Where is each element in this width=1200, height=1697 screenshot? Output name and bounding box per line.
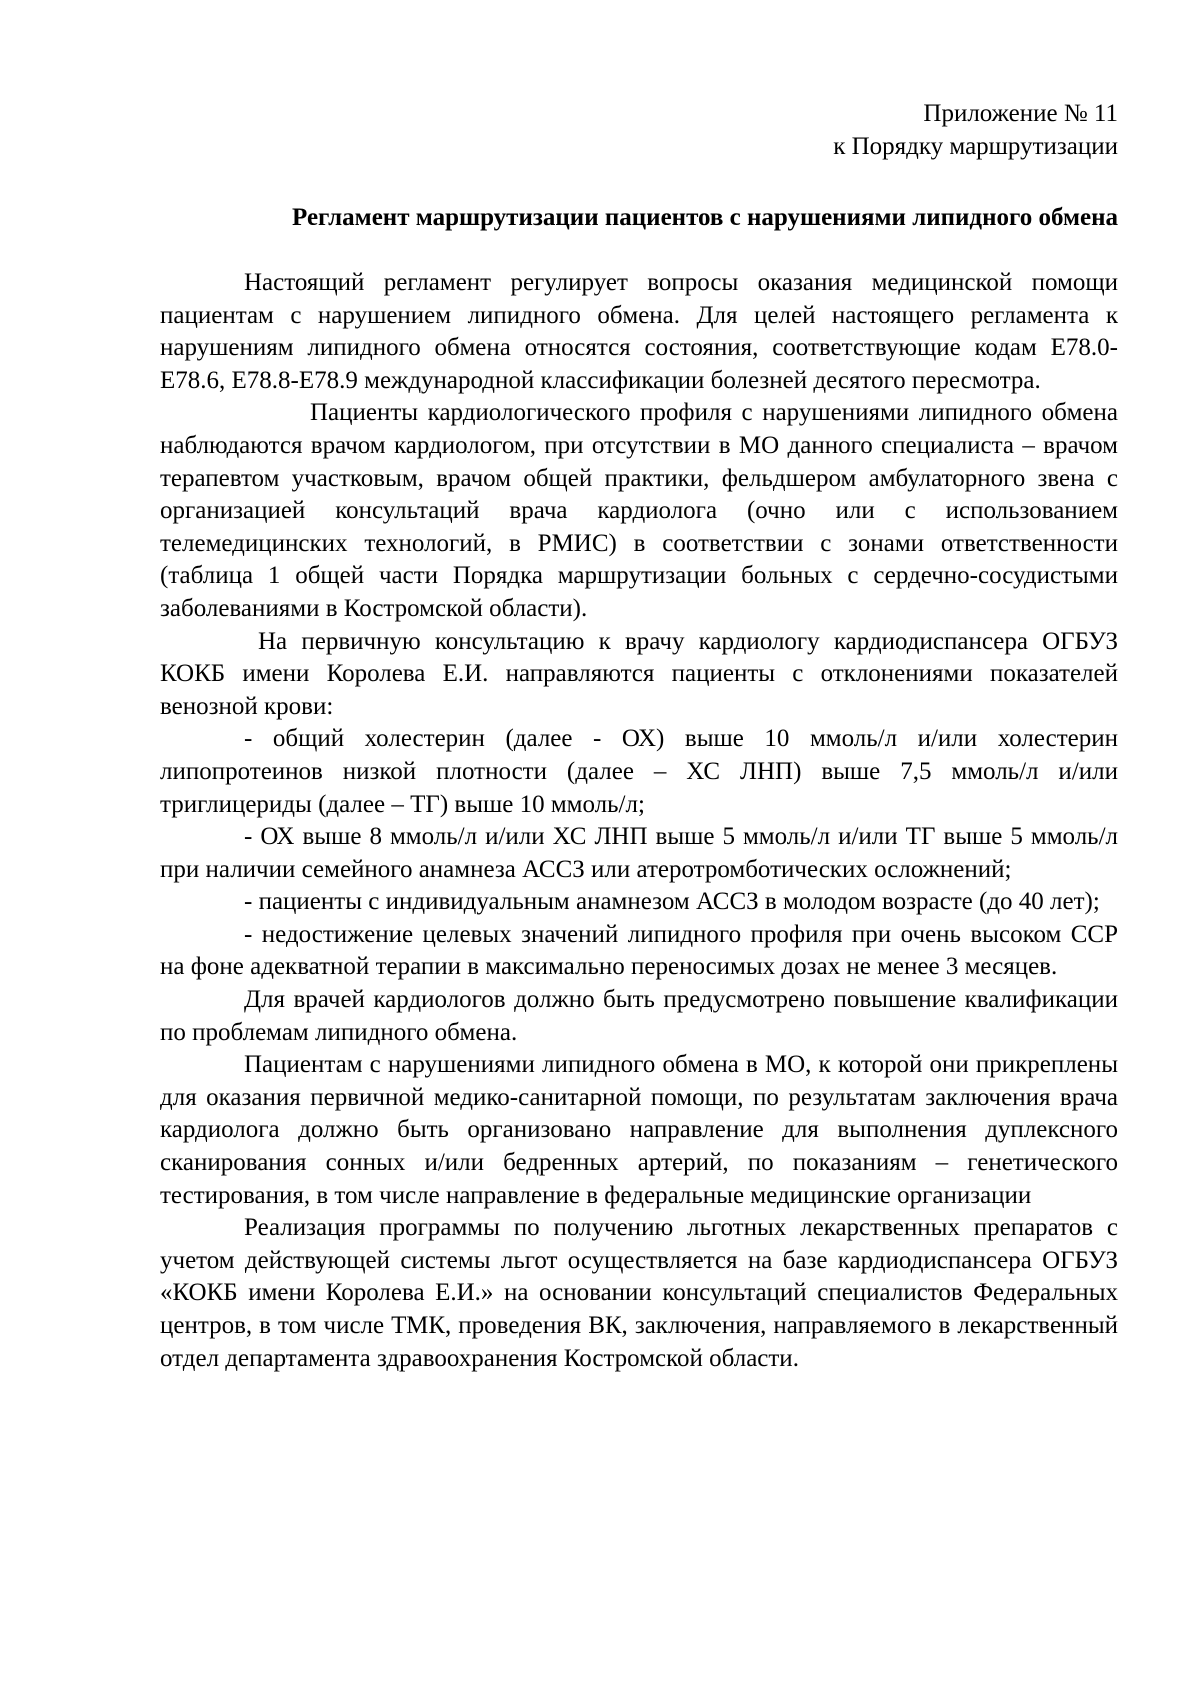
- document-title: Регламент маршрутизации пациентов с нарушениями липидного обмена: [292, 204, 1118, 231]
- appendix-number: Приложение № 11: [923, 100, 1118, 127]
- paragraph-observation: Пациенты кардиологического профиля с нарушениями липидного обмена наблюдаются врачом кардиологом, при отсутствии в МО данного специалиста – врачом терапевтом участковым, врачом общей практики, фельдшером амбулаторного звена с организацией консультаций врача кардиолога (очно или с использованием телемедицинских технологий, в РМИС) в соответствии с зонами ответственности (таблица 1 общей части Порядка маршрутизации больных с сердечно-сосудистыми заболеваниями в Костромской области).: [160, 399, 1118, 622]
- paragraph-scope: Настоящий регламент регулирует вопросы оказания медицинской помощи пациентам с нарушением липидного обмена. Для целей настоящего регламента к нарушениям липидного обмена относятся состояния, соответствующие кодам E78.0-E78.6, E78.8-E78.9 международной классификации болезней десятого пересмотра.: [160, 269, 1118, 394]
- paragraph-training: Для врачей кардиологов должно быть предусмотрено повышение квалификации по проблемам липидного обмена.: [160, 986, 1118, 1046]
- list-item-criterion-1: - общий холестерин (далее - ОХ) выше 10 ммоль/л и/или холестерин липопротеинов низкой плотности (далее – ХС ЛНП) выше 7,5 ммоль/л и/или триглицериды (далее – ТГ) выше 10 ммоль/л;: [160, 725, 1118, 818]
- paragraph-diagnostics: Пациентам с нарушениями липидного обмена в МО, к которой они прикреплены для оказания первичной медико-санитарной помощи, по результатам заключения врача кардиолога должно быть организовано направление для выполнения дуплексного сканирования сонных и/или бедренных артерий, по показаниям – генетического тестирования, в том числе направление в федеральные медицинские организации: [160, 1051, 1118, 1209]
- list-item-criterion-4: - недостижение целевых значений липидного профиля при очень высоком ССР на фоне адекватной терапии в максимально переносимых дозах не менее 3 месяцев.: [160, 920, 1118, 981]
- paragraph-referral: На первичную консультацию к врачу кардиологу кардиодиспансера ОГБУЗ КОКБ имени Королева Е.И. направляются пациенты с отклонениями показателей венозной крови:: [160, 627, 1118, 720]
- list-item-criterion-2: - ОХ выше 8 ммоль/л и/или ХС ЛНП выше 5 ммоль/л и/или ТГ выше 5 ммоль/л при наличии семейного анамнеза АССЗ или атеротромботических осложнений;: [160, 823, 1118, 883]
- document-body: [160, 267, 1118, 1375]
- appendix-reference: к Порядку маршрутизации: [833, 133, 1118, 160]
- paragraph-drug-program: Реализация программы по получению льготных лекарственных препаратов с учетом действующей системы льгот осуществляется на базе кардиодиспансера ОГБУЗ «КОКБ имени Королева Е.И.» на основании консультаций специалистов Федеральных центров, в том числе ТМК, проведения ВК, заключения, направляемого в лекарственный отдел департамента здравоохранения Костромской области.: [160, 1214, 1118, 1372]
- list-item-criterion-3: - пациенты с индивидуальным анамнезом АССЗ в молодом возрасте (до 40 лет);: [244, 888, 1100, 916]
- appendix-header: [833, 97, 1118, 163]
